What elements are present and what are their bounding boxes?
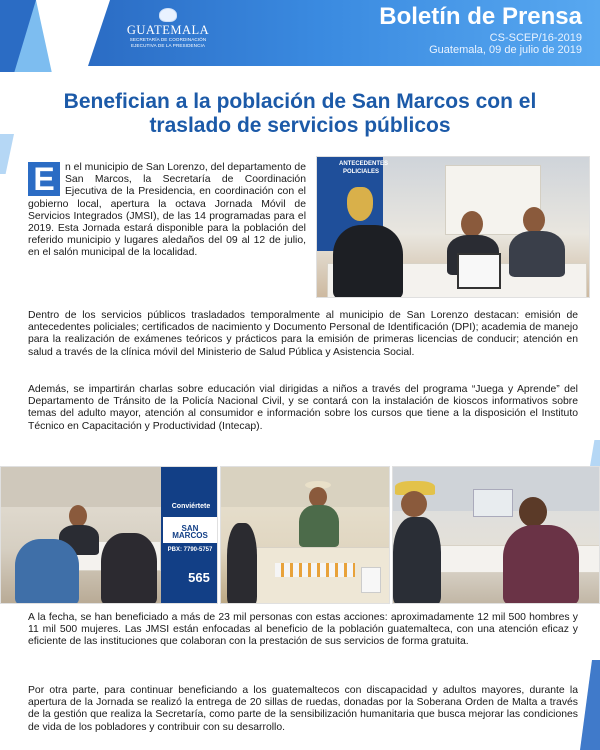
photo-person-head bbox=[69, 505, 87, 527]
paragraph-1-text: n el municipio de San Lorenzo, del departamento de San Marcos, la Secretaría de Coordinación Ejecutiva de la Presidencia, en coordinación con el gobierno local, apertura la octava Jornada Móvil de Servicios Integrados (JMSI), de las 14 programadas para el 2019. Esta Jornada estará disponible para la población del referido municipio y lugares aledaños del 09 al 12 de julio, en el salón municipal de la localidad. bbox=[28, 162, 306, 259]
photo-police-records-desk bbox=[316, 156, 590, 298]
article-paragraph-2: Dentro de los servicios públicos trasladados temporalmente al municipio de San Lorenzo destacan: emisión de antecedentes policiales; certificados de nacimiento y Documento Personal de Identificación (DPI); academia de manejo para la realización de exámenes teóricos y prácticos para la emisión de primeras licencias de conducir; atención en salud a través de la clínica móvil del Ministerio de Salud Pública y Asistencia Social. bbox=[28, 310, 578, 358]
photo-person-seated bbox=[503, 525, 579, 604]
drop-cap: E bbox=[28, 162, 60, 196]
logo-subtitle-2: EJECUTIVA DE LA PRESIDENCIA bbox=[130, 42, 206, 48]
bulletin-title: Boletín de Prensa bbox=[379, 3, 582, 30]
article-paragraph-3: Además, se impartirán charlas sobre educación vial dirigidas a niños a través del programa “Juega y Aprende” del Departamento de Tránsito de la Policía Nacional Civil, y se contará con la instalación de kioscos informativos sobre temas del adulto mayor, atención al consumidor e información sobre los cursos que tiene a la disposición el Instituto Técnico en Capacitación y Productividad (Intecap). bbox=[28, 384, 578, 432]
photo-person-seated bbox=[227, 523, 257, 604]
photo-person-head bbox=[519, 497, 547, 527]
photo-person-back bbox=[333, 225, 403, 298]
poster-text-2: SAN MARCOS bbox=[172, 524, 208, 540]
photo-person-back bbox=[101, 533, 157, 604]
photo-consultation-desk bbox=[392, 466, 600, 604]
photo-registration-tables bbox=[0, 466, 218, 604]
bulletin-code: CS-SCEP/16-2019 bbox=[489, 32, 582, 44]
article-paragraph-1 bbox=[28, 162, 306, 260]
photo-box bbox=[361, 567, 381, 593]
photo-wall bbox=[221, 467, 390, 507]
photo-person-head bbox=[461, 211, 483, 237]
photo-person-seated bbox=[393, 517, 441, 604]
bulletin-date: Guatemala, 09 de julio de 2019 bbox=[429, 44, 582, 56]
poster-text-1: Conviértete bbox=[171, 503, 211, 510]
photo-person-head bbox=[309, 487, 327, 507]
coat-of-arms-icon bbox=[159, 8, 177, 22]
article-paragraph-4: A la fecha, se han beneficiado a más de 23 mil personas con estas acciones: aproximadamente 12 mil 500 hombres y 11 mil 500 mujeres. Las JMSI están enfocadas al beneficio de la población guatemalteca, con una atención eficaz y eficiente de las instituciones que colaboran con la prestación de sus servicios de forma gratuita. bbox=[28, 612, 578, 648]
article-headline: Benefician a la población de San Marcos con el traslado de servicios públicos bbox=[63, 90, 537, 137]
photo-health-clinic bbox=[220, 466, 390, 604]
photo-person-head bbox=[523, 207, 545, 233]
poster-text-3: PBX: 7790-5757 bbox=[167, 547, 213, 553]
photo-person-back bbox=[15, 539, 79, 604]
photo-sign bbox=[457, 253, 501, 289]
photo-medicine-bottles bbox=[275, 563, 355, 577]
photo-person-head bbox=[401, 491, 427, 517]
logo-subtitle-1: SECRETARÍA DE COORDINACIÓN bbox=[129, 37, 207, 42]
bulletin-header bbox=[0, 0, 600, 72]
photo-person-seated bbox=[509, 231, 565, 277]
logo-name: GUATEMALA bbox=[126, 23, 210, 37]
photo-person-standing bbox=[299, 505, 339, 547]
decorative-slash bbox=[0, 134, 14, 174]
photo-banner-text-1: ANTECEDENTES bbox=[339, 161, 389, 167]
decorative-slash bbox=[580, 660, 600, 750]
guatemala-logo bbox=[118, 8, 218, 58]
photo-banner-text-2: POLICIALES bbox=[343, 169, 380, 175]
article-paragraph-5: Por otra parte, para continuar beneficiando a los guatemaltecos con discapacidad y adultos mayores, durante la apertura de la Jornada se realizó la entrega de 20 sillas de ruedas, donadas por la Soberana Orden de Malta a través de la gestión que realiza la Secretaría, como parte de la sensibilización humanitaria que busca mejorar las condiciones de vida de los pobladores y contribuir con su desarrollo. bbox=[28, 685, 578, 733]
photo-monitor bbox=[473, 489, 513, 517]
police-badge-icon bbox=[347, 187, 373, 221]
poster-text-4: 565 bbox=[188, 570, 210, 585]
